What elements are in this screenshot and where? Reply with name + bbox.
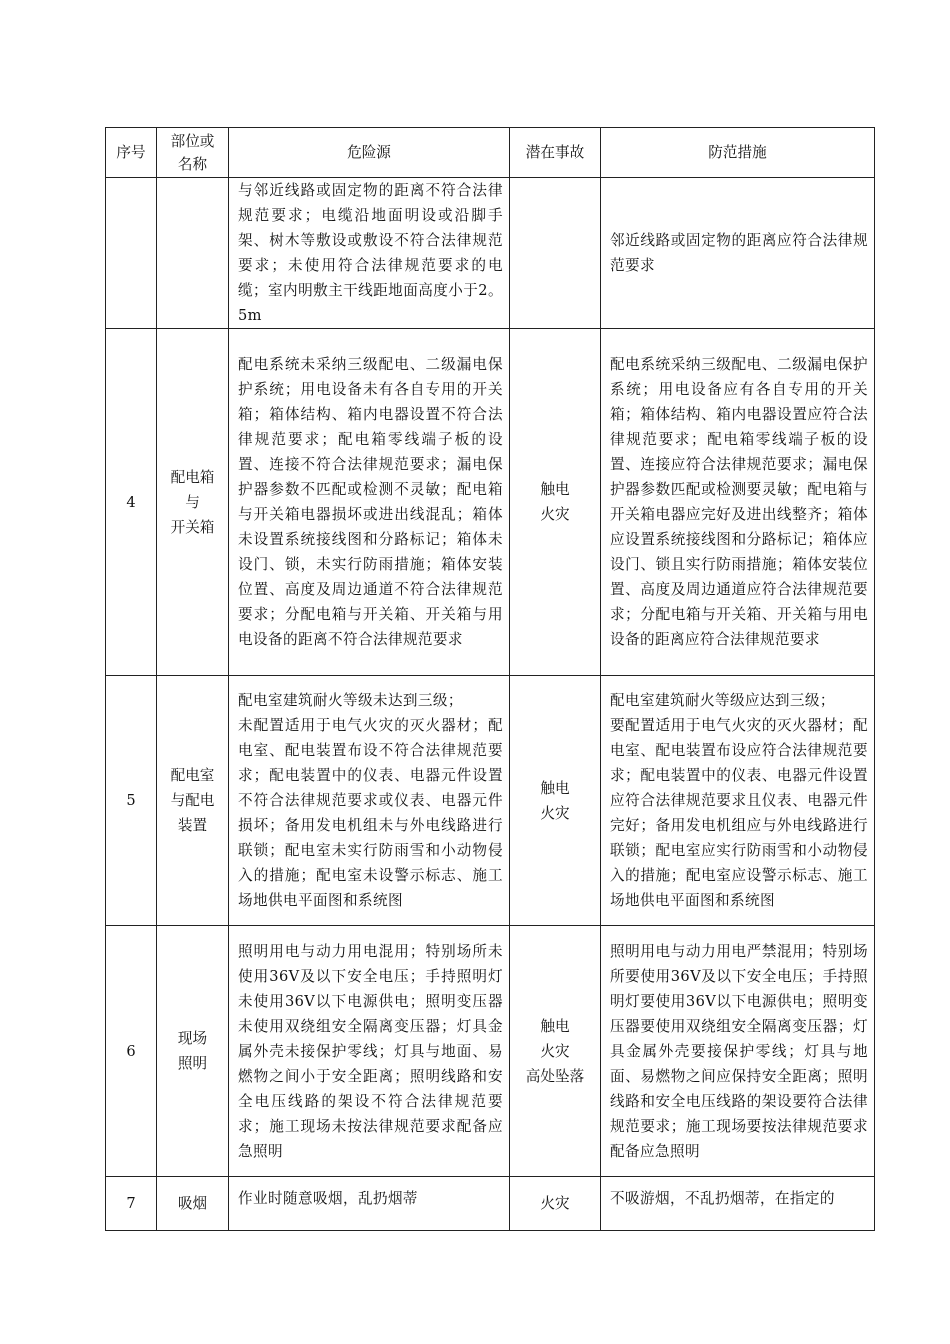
row-part: 配电箱 与 开关箱	[157, 329, 229, 676]
row-accident: 触电 火灾	[510, 676, 601, 926]
row-accident: 火灾	[510, 1177, 601, 1231]
row-part	[157, 178, 229, 329]
row-measures: 配电室建筑耐火等级应达到三级； 要配置适用于电气火灾的灭火器材；配电室、配电装置布设应符合法律规范要求；配电装置中的仪表、电器元件设置应符合法律规范要求且仪表、电器元件完好；备用发电机组应与外电线路进行联锁；配电室应实行防雨雪和小动物侵入的措施；配电室应设警示标志、施工场地供电平面图和系统图	[601, 676, 875, 926]
table-header-row	[106, 128, 875, 178]
row-measures: 邻近线路或固定物的距离应符合法律规范要求	[601, 178, 875, 329]
row-measures: 不吸游烟，不乱扔烟蒂，在指定的	[601, 1177, 875, 1231]
header-no: 序号	[106, 128, 157, 178]
row-hazard: 配电室建筑耐火等级未达到三级； 未配置适用于电气火灾的灭火器材；配电室、配电装置布设不符合法律规范要求；配电装置中的仪表、电器元件设置不符合法律规范要求或仪表、电器元件损坏；备用发电机组未与外电线路进行联锁；配电室未实行防雨雪和小动物侵入的措施；配电室未设警示标志、施工场地供电平面图和系统图	[229, 676, 510, 926]
header-part: 部位或 名称	[157, 128, 229, 178]
row-part: 吸烟	[157, 1177, 229, 1231]
table-row	[106, 178, 875, 329]
table-row	[106, 676, 875, 926]
row-no: 6	[106, 926, 157, 1177]
row-part: 配电室 与配电 装置	[157, 676, 229, 926]
row-no: 4	[106, 329, 157, 676]
row-accident: 触电 火灾 高处坠落	[510, 926, 601, 1177]
row-no	[106, 178, 157, 329]
row-no: 7	[106, 1177, 157, 1231]
table-row	[106, 329, 875, 676]
table-row	[106, 926, 875, 1177]
header-accident: 潜在事故	[510, 128, 601, 178]
row-measures: 配电系统采纳三级配电、二级漏电保护系统；用电设备应有各自专用的开关箱；箱体结构、箱内电器设置应符合法律规范要求；配电箱零线端子板的设置、连接应符合法律规范要求；漏电保护器参数匹配或检测要灵敏；配电箱与开关箱电器应完好及进出线整齐；箱体应设置系统接线图和分路标记；箱体应设门、锁且实行防雨措施；箱体安装位置、高度及周边通道应符合法律规范要求；分配电箱与开关箱、开关箱与用电设备的距离应符合法律规范要求	[601, 329, 875, 676]
row-accident	[510, 178, 601, 329]
row-hazard: 作业时随意吸烟，乱扔烟蒂	[229, 1177, 510, 1231]
row-hazard: 配电系统未采纳三级配电、二级漏电保护系统；用电设备未有各自专用的开关箱；箱体结构、箱内电器设置不符合法律规范要求；配电箱零线端子板的设置、连接不符合法律规范要求；漏电保护器参数不匹配或检测不灵敏；配电箱与开关箱电器损坏或进出线混乱；箱体未设置系统接线图和分路标记；箱体未设门、锁，未实行防雨措施；箱体安装位置、高度及周边通道不符合法律规范要求；分配电箱与开关箱、开关箱与用电设备的距离不符合法律规范要求	[229, 329, 510, 676]
row-part: 现场 照明	[157, 926, 229, 1177]
row-accident: 触电 火灾	[510, 329, 601, 676]
header-hazard: 危险源	[229, 128, 510, 178]
row-no: 5	[106, 676, 157, 926]
row-measures: 照明用电与动力用电严禁混用；特别场所要使用36V及以下安全电压；手持照明灯要使用36V以下电源供电；照明变压器要使用双绕组安全隔离变压器；灯具金属外壳要接保护零线；灯具与地面、易燃物之间应保持安全距离；照明线路和安全电压线路的架设要符合法律规范要求；施工现场要按法律规范要求配备应急照明	[601, 926, 875, 1177]
header-measures: 防范措施	[601, 128, 875, 178]
row-hazard: 照明用电与动力用电混用；特别场所未使用36V及以下安全电压；手持照明灯未使用36V以下电源供电；照明变压器未使用双绕组安全隔离变压器；灯具金属外壳未接保护零线；灯具与地面、易燃物之间小于安全距离；照明线路和安全电压线路的架设不符合法律规范要求；施工现场未按法律规范要求配备应急照明	[229, 926, 510, 1177]
table-row	[106, 1177, 875, 1231]
hazard-table	[105, 127, 875, 1231]
row-hazard: 与邻近线路或固定物的距离不符合法律规范要求；电缆沿地面明设或沿脚手架、树木等敷设或敷设不符合法律规范要求；未使用符合法律规范要求的电缆；室内明敷主干线距地面高度小于2。5m	[229, 178, 510, 329]
